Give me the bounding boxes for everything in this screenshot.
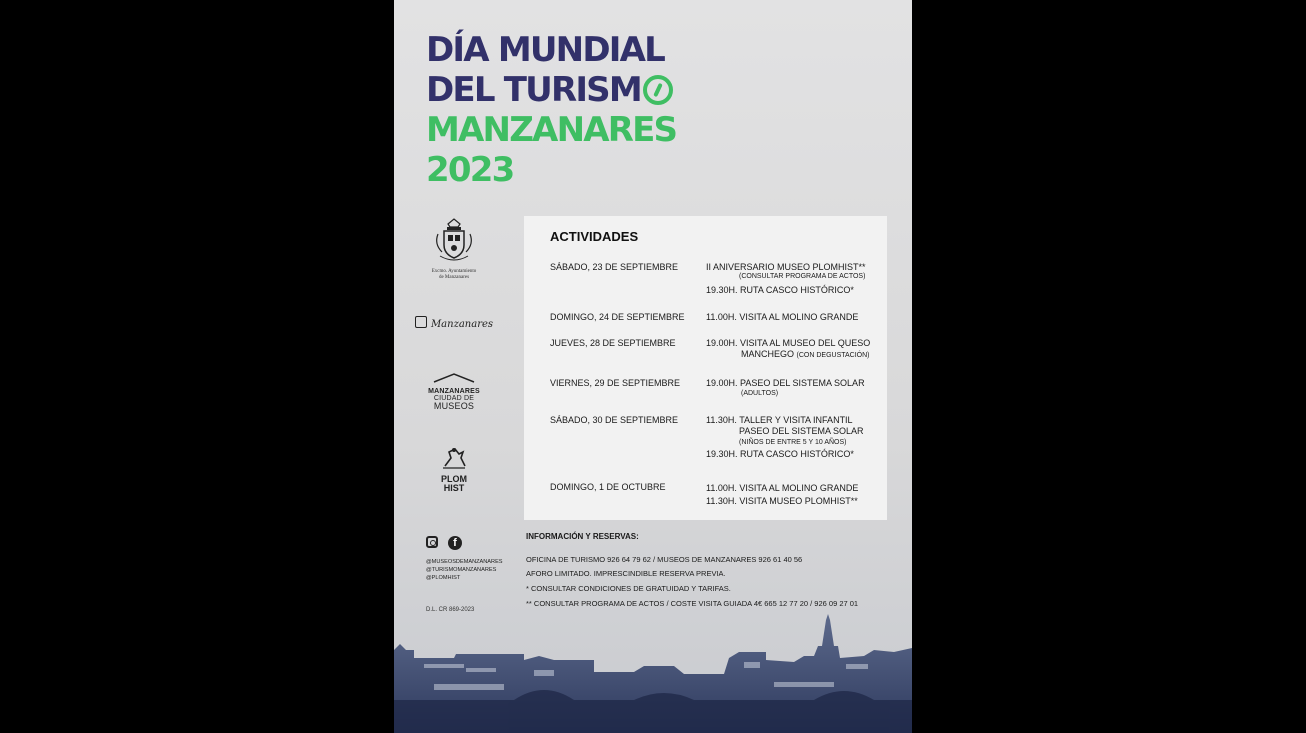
activity-date: SÁBADO, 30 DE SEPTIEMBRE	[550, 415, 679, 425]
manzanares-script-logo	[394, 314, 514, 332]
social-handle: @PLOMHIST	[426, 575, 461, 581]
museos-line-2: CIUDAD DE	[433, 395, 475, 402]
activity-date: VIERNES, 29 DE SEPTIEMBRE	[550, 378, 681, 388]
info-line: ** CONSULTAR PROGRAMA DE ACTOS / COSTE VISITA GUIADA 4€ 665 12 77 20 / 926 09 27 01	[526, 598, 859, 608]
script-logo-text: Manzanares	[430, 319, 494, 330]
activity-line: 11.00H. VISITA AL MOLINO GRANDE	[706, 483, 859, 493]
coat-of-arms-icon	[432, 218, 476, 264]
activity-line: 19.30H. RUTA CASCO HISTÓRICO*	[706, 449, 854, 459]
plom-line-1: PLOM	[441, 474, 467, 484]
info-title: INFORMACIÓN Y RESERVAS:	[526, 532, 639, 541]
activity-note: (NIÑOS DE ENTRE 5 Y 10 AÑOS)	[739, 439, 847, 446]
activities-heading: ACTIVIDADES	[550, 229, 639, 244]
plom-line-2: HIST	[443, 483, 465, 493]
info-line: * CONSULTAR CONDICIONES DE GRATUIDAD Y TARIFAS.	[526, 584, 731, 594]
activity-line-text: MANCHEGO	[741, 349, 795, 359]
info-line: OFICINA DE TURISMO 926 64 79 62 / MUSEOS DE MANZANARES 926 61 40 56	[526, 554, 803, 564]
social-icons	[426, 536, 503, 550]
manzanares-mark-icon	[415, 316, 427, 328]
ciudad-de-museos-logo	[394, 370, 514, 411]
poster-title	[426, 30, 676, 190]
compass-icon	[643, 75, 673, 105]
activity-line: 11.00H. VISITA AL MOLINO GRANDE	[706, 312, 859, 322]
activity-line: II ANIVERSARIO MUSEO PLOMHIST**	[706, 262, 866, 272]
activity-items	[706, 312, 858, 323]
activity-line	[706, 349, 870, 361]
title-line-3: MANZANARES	[426, 110, 677, 150]
legal-deposit: D.L. CR 869-2023	[426, 607, 475, 613]
activity-items	[706, 338, 870, 361]
crest-caption-2: de Manzanares	[438, 275, 470, 280]
poster	[394, 0, 912, 733]
activity-line: PASEO DEL SISTEMA SOLAR	[739, 426, 864, 436]
activity-line: 19.00H. PASEO DEL SISTEMA SOLAR	[706, 378, 865, 388]
activity-line: 19.00H. VISITA AL MUSEO DEL QUESO	[706, 338, 871, 348]
crest-caption-1: Excmo. Ayuntamiento	[431, 269, 477, 274]
activity-items	[706, 262, 866, 296]
museum-roof-icon	[432, 373, 476, 383]
activity-date: SÁBADO, 23 DE SEPTIEMBRE	[550, 262, 679, 272]
title-line-1: DÍA MUNDIAL	[426, 30, 664, 70]
activity-date: DOMINGO, 1 DE OCTUBRE	[550, 482, 666, 492]
activity-line: 11.30H. TALLER Y VISITA INFANTIL	[706, 415, 853, 425]
instagram-icon	[426, 536, 438, 548]
activity-line: 19.30H. RUTA CASCO HISTÓRICO*	[706, 285, 854, 295]
social-handle: @MUSEOSDEMANZANARES	[426, 559, 503, 565]
activity-note: (CON DEGUSTACIÓN)	[796, 352, 870, 359]
activity-items	[706, 415, 864, 460]
ayuntamiento-logo	[394, 218, 514, 281]
town-skyline-image	[394, 600, 912, 733]
activity-date: DOMINGO, 24 DE SEPTIEMBRE	[550, 312, 685, 322]
activity-line: 11.30H. VISITA MUSEO PLOMHIST**	[706, 496, 858, 506]
facebook-icon: f	[448, 536, 462, 550]
title-line-2-text: DEL TURISM	[426, 70, 641, 110]
museos-line-3: MUSEOS	[433, 401, 475, 411]
title-line-4: 2023	[426, 150, 514, 190]
activity-date: JUEVES, 28 DE SEPTIEMBRE	[550, 338, 676, 348]
title-line-2	[426, 70, 676, 110]
plomhist-logo	[394, 446, 514, 493]
activity-items	[706, 378, 865, 398]
activity-items	[706, 482, 858, 508]
social-section	[426, 536, 503, 582]
museos-line-1: MANZANARES	[428, 388, 480, 395]
activity-note: (ADULTOS)	[741, 390, 779, 397]
knight-figure-icon	[439, 446, 469, 470]
social-handle: @TURISMOMANZANARES	[426, 567, 497, 573]
activities-panel	[524, 216, 887, 520]
info-line: AFORO LIMITADO. IMPRESCINDIBLE RESERVA PREVIA.	[526, 569, 726, 579]
activity-note: (CONSULTAR PROGRAMA DE ACTOS)	[739, 273, 866, 280]
